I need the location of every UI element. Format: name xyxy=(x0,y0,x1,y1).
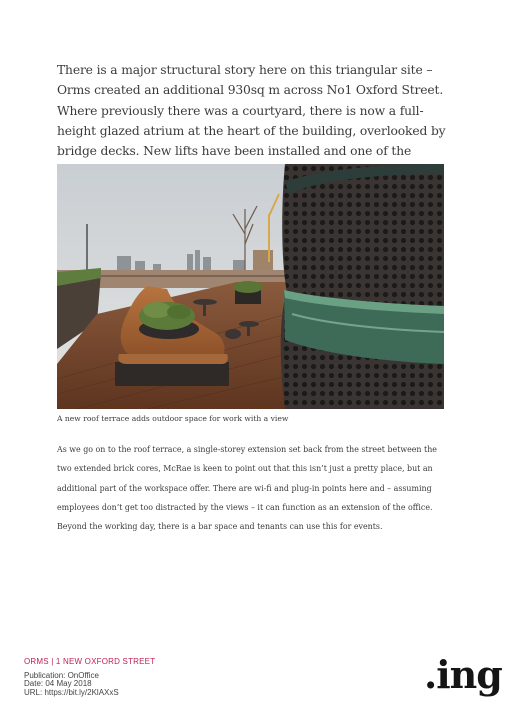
footer-publication: Publication: OnOffice xyxy=(24,670,100,680)
body-paragraph: As we go on to the roof terrace, a single-storey extension set back from the street between the two extended brick cores, McRae is keen to point out that this isn’t just a pretty place, but an additional part of the workspace offer. There are wi-fi and plug-in points here and – assuming employees don’t get too distracted by the views – it can function as an extension of the office. Beyond the working day, there is a bar space and tenants can use this for events. xyxy=(57,445,437,532)
footer-date: Date: 04 May 2018 xyxy=(24,679,92,689)
footer-credits xyxy=(24,658,155,698)
footer-url[interactable]: URL: https://bit.ly/2KlAXxS xyxy=(24,688,119,698)
roof-terrace-photo xyxy=(57,164,444,409)
intro-paragraph: There is a major structural story here on this triangular site – Orms created an additional 930sq m across No1 Oxford Street. Where previously there was a courtyard, there is now a full-height glazed atrium at the heart of the building, overlooked by bridge decks. New lifts have been installed and one of the xyxy=(57,63,446,159)
ing-logo: .ing xyxy=(424,652,502,697)
footer-brand: ORMS | 1 NEW OXFORD STREET xyxy=(24,657,156,666)
photo-caption: A new roof terrace adds outdoor space for work with a view xyxy=(57,414,289,423)
